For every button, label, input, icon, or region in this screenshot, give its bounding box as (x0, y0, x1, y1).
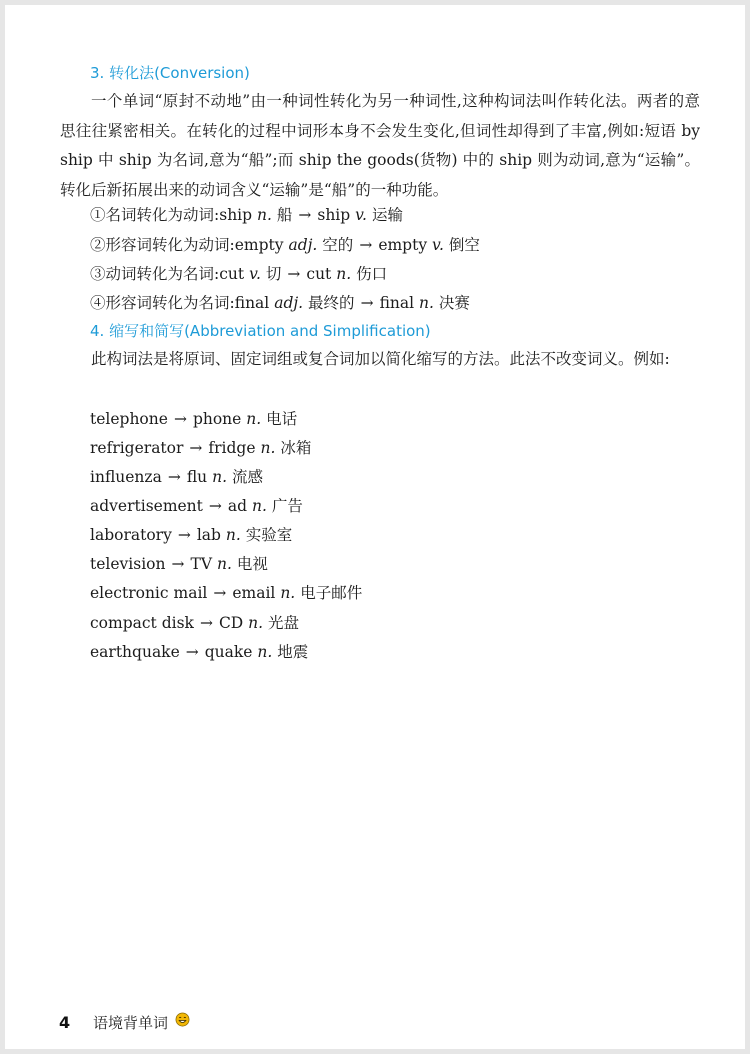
target-meaning: 决赛 (438, 294, 470, 312)
target-pos: v. (355, 206, 367, 224)
full-word: compact disk (90, 614, 194, 632)
part-of-speech: n. (252, 497, 267, 515)
conversion-item-3 (90, 262, 387, 284)
abbreviation-item (90, 494, 303, 516)
meaning: 光盘 (268, 614, 300, 632)
abbreviation-item (90, 436, 311, 458)
short-word: lab (196, 526, 221, 544)
conversion-item-1 (90, 203, 403, 225)
arrow-icon: → (189, 439, 203, 457)
page-number: 4 (59, 1013, 71, 1032)
abbreviation-item (90, 552, 268, 574)
document-page (5, 5, 745, 1049)
short-word: quake (204, 643, 253, 661)
meaning: 电话 (266, 410, 298, 428)
source-pos: adj. (288, 236, 318, 254)
source-word: empty (234, 236, 284, 254)
part-of-speech: n. (246, 410, 262, 428)
conversion-item-label: ①名词转化为动词: (90, 206, 220, 224)
part-of-speech: n. (260, 439, 276, 457)
short-word: fridge (208, 439, 256, 457)
arrow-icon: → (298, 206, 312, 224)
short-word: CD (218, 614, 244, 632)
abbreviation-item (90, 407, 297, 429)
arrow-icon: → (360, 294, 374, 312)
source-pos: v. (249, 265, 261, 283)
full-word: earthquake (90, 643, 180, 661)
full-word: electronic mail (90, 584, 208, 602)
short-word: email (232, 584, 276, 602)
arrow-icon: → (199, 614, 213, 632)
abbreviation-item (90, 523, 292, 545)
target-pos: v. (432, 236, 444, 254)
full-word: influenza (90, 468, 162, 486)
source-meaning: 最终的 (308, 294, 355, 312)
target-word: empty (378, 236, 428, 254)
meaning: 地震 (277, 643, 309, 661)
full-word: laboratory (90, 526, 172, 544)
part-of-speech: n. (280, 584, 296, 602)
abbreviation-item (90, 640, 308, 662)
short-word: TV (190, 555, 213, 573)
full-word: telephone (90, 410, 168, 428)
part-of-speech: n. (225, 526, 241, 544)
source-word: final (234, 294, 270, 312)
conversion-item-label: ③动词转化为名词: (90, 265, 220, 283)
smiley-icon (175, 1012, 190, 1027)
section-heading-abbreviation: 4. 缩写和简写(Abbreviation and Simplification) (90, 322, 431, 340)
meaning: 电视 (236, 555, 268, 573)
book-title: 语境背单词 (93, 1014, 169, 1032)
arrow-icon: → (359, 236, 373, 254)
conversion-item-4 (90, 291, 470, 313)
source-word: cut (219, 265, 245, 283)
full-word: advertisement (90, 497, 203, 515)
arrow-icon: → (208, 497, 222, 515)
source-meaning: 切 (265, 265, 282, 283)
part-of-speech: n. (248, 614, 264, 632)
source-pos: adj. (274, 294, 304, 312)
section-heading-conversion: 3. 转化法(Conversion) (90, 64, 250, 82)
target-word: ship (317, 206, 351, 224)
abbreviation-item (90, 581, 362, 603)
arrow-icon: → (177, 526, 191, 544)
arrow-icon: → (171, 555, 185, 573)
conversion-item-2 (90, 233, 480, 255)
abbreviation-item (90, 611, 299, 633)
full-word: refrigerator (90, 439, 184, 457)
abbreviation-item (90, 465, 263, 487)
meaning: 广告 (271, 497, 303, 515)
meaning: 冰箱 (280, 439, 312, 457)
full-word: television (90, 555, 166, 573)
target-pos: n. (336, 265, 352, 283)
part-of-speech: n. (257, 643, 273, 661)
short-word: ad (227, 497, 248, 515)
short-word: flu (186, 468, 208, 486)
meaning: 实验室 (245, 526, 293, 544)
source-meaning: 空的 (322, 236, 354, 254)
target-word: final (379, 294, 415, 312)
meaning: 电子邮件 (300, 584, 363, 602)
arrow-icon: → (185, 643, 199, 661)
arrow-icon: → (167, 468, 181, 486)
meaning: 流感 (231, 468, 263, 486)
arrow-icon: → (287, 265, 301, 283)
source-meaning: 船 (276, 206, 293, 224)
section-paragraph-conversion: 一个单词“原封不动地”由一种词性转化为另一种词性,这种构词法叫作转化法。两者的意思往往紧密相关。在转化的过程中词形本身不会发生变化,但词性却得到了丰富,例如:短语 by ship 中 ship 为名词,意为“船”;而 ship the goods(货物) 中的 ship 则为动词,意为“运输”。转化后新拓展出来的动词含义“运输”是“船”的一种功能。 (60, 92, 700, 199)
section-paragraph-abbreviation: 此构词法是将原词、固定词组或复合词加以简化缩写的方法。此法不改变词义。例如: (91, 350, 670, 368)
target-meaning: 伤口 (356, 265, 388, 283)
source-pos: n. (257, 206, 272, 224)
source-word: ship (219, 206, 253, 224)
conversion-item-label: ②形容词转化为动词: (90, 236, 235, 254)
arrow-icon: → (173, 410, 187, 428)
short-word: phone (192, 410, 242, 428)
target-meaning: 运输 (371, 206, 403, 224)
part-of-speech: n. (216, 555, 232, 573)
conversion-item-label: ④形容词转化为名词: (90, 294, 235, 312)
part-of-speech: n. (212, 468, 228, 486)
arrow-icon: → (213, 584, 227, 602)
target-word: cut (306, 265, 332, 283)
target-pos: n. (419, 294, 434, 312)
target-meaning: 倒空 (448, 236, 480, 254)
